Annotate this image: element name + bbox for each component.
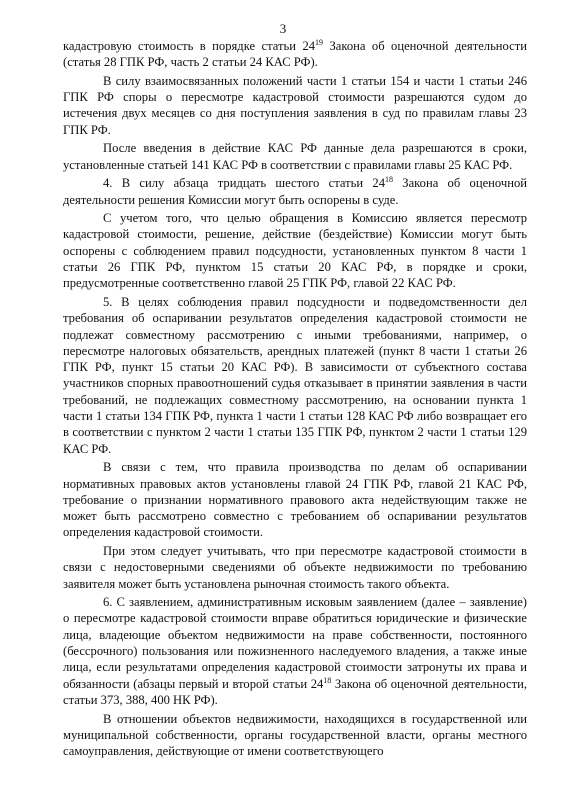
- paragraph: [63, 73, 527, 138]
- paragraph-text: кадастровую стоимость в порядке статьи 24: [63, 39, 316, 53]
- paragraph-text: С учетом того, что целью обращения в Комиссию является пересмотр кадастровой стоимости, решение, действие (бездействие) Комиссии могут быть оспорены с соблюдением правил подсудности, установленных пунктом 8 части 1 статьи 26 ГПК РФ, пунктом 15 статьи 20 КАС РФ, в порядке и сроки, предусмотренные соответственно главой 25 ГПК РФ, главой 22 КАС РФ.: [63, 211, 527, 291]
- paragraph: [63, 140, 527, 173]
- footnote-superscript: 19: [315, 38, 324, 47]
- paragraph: [63, 543, 527, 592]
- paragraph: [63, 594, 527, 708]
- paragraph-text: 5. В целях соблюдения правил подсудности и подведомственности дел требования об оспаривании результатов определения кадастровой стоимости не подлежат совместному рассмотрению с иными требованиями, например, о пересмотре налоговых обязательств, арендных платежей (пункт 8 части 1 статьи 26 ГПК РФ, пункт 15 статьи 20 КАС РФ). В зависимости от субъектного состава участников спорных правоотношений судья отказывает в принятии заявления в части требований, не подлежащих совместному рассмотрению, на основании пункта 1 части 1 статьи 134 ГПК РФ, пункта 1 части 1 статьи 128 КАС РФ либо возвращает его в соответствии с пунктом 2 части 1 статьи 135 ГПК РФ, пунктом 2 части 1 статьи 129 КАС РФ.: [63, 294, 527, 456]
- paragraph-text: Закона об оценочной деятельности решения Комиссии могут быть оспорены в суде.: [63, 176, 527, 207]
- paragraph: [63, 711, 527, 760]
- paragraph-text: Закона об оценочной деятельности, статьи 373, 388, 400 НК РФ).: [63, 676, 527, 707]
- paragraph-text: 6. С заявлением, административным исковым заявлением (далее – заявление) о пересмотре кадастровой стоимости вправе обратиться юридические и физические лица, владеющие объектом недвижимости на праве собственности, постоянного (бессрочного) пользования или пожизненного наследуемого владения, а также иные лица, если результатами определения кадастровой стоимости затронуты их права и обязанности (абзацы первый и второй статьи 24: [63, 595, 527, 691]
- footnote-superscript: 18: [385, 175, 393, 185]
- paragraph-text: При этом следует учитывать, что при пересмотре кадастровой стоимости в связи с недостоверными сведениями об объекте недвижимости по требованию заявителя может быть установлена рыночная стоимость такого объекта.: [63, 543, 527, 591]
- paragraph: [63, 210, 527, 291]
- paragraph-text: В отношении объектов недвижимости, находящихся в государственной или муниципальной собственности, органы государственной власти, органы местного самоуправления, действующие от имени соответствующего: [63, 711, 527, 759]
- paragraph-text: В силу взаимосвязанных положений части 1 статьи 154 и части 1 статьи 246 ГПК РФ споры о пересмотре кадастровой стоимости разрешаются судом до истечения двух месяцев со дня поступления заявления в суд по правилам главы 23 ГПК РФ.: [63, 73, 527, 137]
- paragraph: [63, 38, 527, 71]
- paragraph-text: Закона об оценочной деятельности (статья 28 ГПК РФ, часть 2 статьи 24 КАС РФ).: [63, 39, 527, 70]
- document-body: [63, 38, 527, 762]
- footnote-superscript: 18: [323, 675, 332, 685]
- paragraph-text: В связи с тем, что правила производства по делам об оспаривании нормативных правовых актов установлены главой 24 ГПК РФ, главой 21 КАС РФ, требование о признании нормативного правового акта недействующим также не может быть рассмотрено совместно с требованием об оспаривании результатов определения кадастровой стоимости.: [63, 460, 527, 540]
- paragraph-text: После введения в действие КАС РФ данные дела разрешаются в сроки, установленные статьей 141 КАС РФ в соответствии с правилами главы 25 КАС РФ.: [63, 141, 527, 172]
- paragraph: [63, 294, 527, 457]
- paragraph: [63, 175, 527, 208]
- paragraph-text: 4. В силу абзаца тридцать шестого статьи 24: [103, 176, 385, 191]
- page-number: 3: [279, 21, 287, 36]
- paragraph: [63, 459, 527, 540]
